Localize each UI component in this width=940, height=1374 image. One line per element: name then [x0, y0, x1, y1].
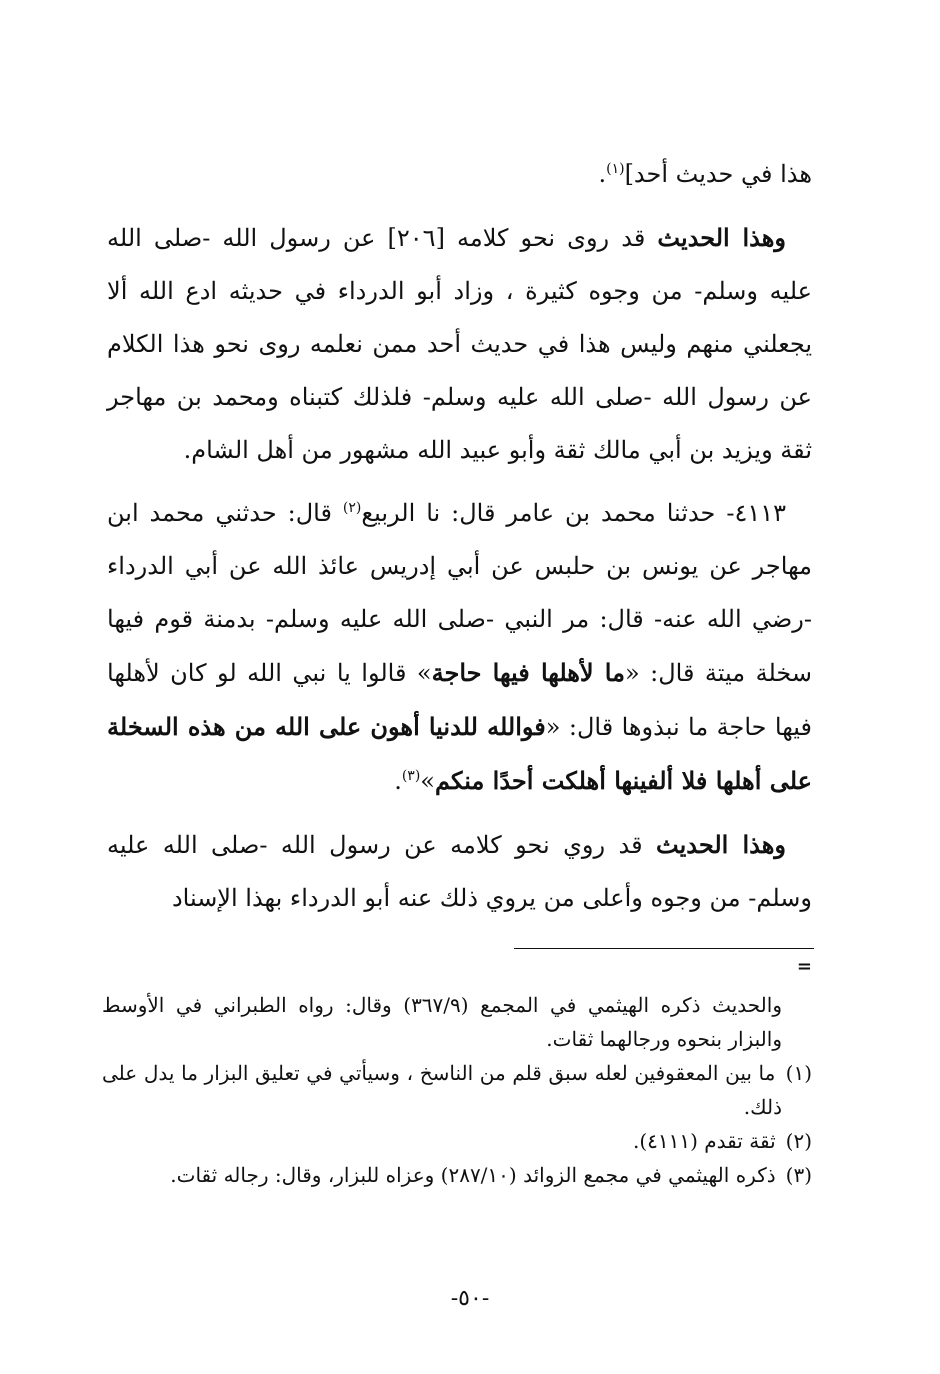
hadith-quote-2: فوالله للدنيا أهون على الله من هذه السخلة على أهلها فلا ألفينها أهلكت أحدًا منكم [107, 712, 812, 795]
footnote-3-number: (٣) [785, 1163, 812, 1187]
footnote-ref-1: (١) [606, 161, 625, 177]
footnote-2-number: (٢) [785, 1129, 812, 1153]
footnote-1 [102, 1056, 812, 1124]
footnote-1-number: (١) [785, 1061, 812, 1085]
paragraph-1-text: هذا في حديث أحد] [624, 160, 812, 188]
footnote-3-text: ذكره الهيثمي في مجمع الزوائد (٢٨٧/١٠) وعزاه للبزار، وقال: رجاله ثقات. [170, 1163, 776, 1187]
footnotes [102, 988, 812, 1192]
hadith-number-chain: ٤١١٣- حدثنا محمد بن عامر قال: نا الربيع [361, 499, 786, 527]
footnote-separator [514, 948, 814, 949]
footnote-ref-2: (٢) [342, 500, 362, 516]
paragraph-3 [107, 487, 812, 808]
footnote-2 [102, 1124, 812, 1158]
footnote-2-text: ثقة تقدم (٤١١١). [633, 1129, 776, 1153]
footnote-continuation: والحديث ذكره الهيثمي في المجمع (٣٦٧/٩) وقال: رواه الطبراني في الأوسط والبزار بنحوه ورجالهما ثقات. [102, 993, 782, 1051]
paragraph-3-end: . [394, 767, 402, 795]
paragraph-4 [107, 818, 812, 925]
paragraph-4-text: قد روي نحو كلامه عن رسول الله -صلى الله عليه وسلم- من وجوه وأعلى من يروي ذلك عنه أبو الدرداء بهذا الإسناد [107, 831, 812, 912]
footnote-3 [102, 1158, 812, 1192]
continuation-mark: = [796, 956, 812, 977]
footnote-1-text: ما بين المعقوفين لعله سبق قلم من الناسخ ، وسيأتي في تعليق البزار ما يدل على ذلك. [102, 1061, 782, 1119]
paragraph-2 [107, 211, 812, 477]
hadith-quote-1: ما لأهلها فيها حاجة [431, 658, 625, 687]
paragraph-2-text: قد روى نحو كلامه [٢٠٦] عن رسول الله -صلى الله عليه وسلم- من وجوه كثيرة ، وزاد أبو الدرداء في حديثه ادع الله ألا يجعلني منهم وليس هذا في حديث أحد ممن نعلمه روى نحو هذا الكلام عن رسول الله -صلى الله عليه وسلم- فلذلك كتبناه ومحمد بن مهاجر ثقة ويزيد بن أبي مالك ثقة وأبو عبيد الله مشهور من أهل الشام. [107, 224, 812, 464]
paragraph-2-lead: وهذا الحديث [657, 223, 787, 252]
main-text [107, 148, 812, 935]
paragraph-1-end: . [598, 160, 607, 188]
hadith-narrative: » قالوا يا نبي الله لو كان لأهلها فيها حاجة ما نبذوها قال: « [107, 659, 812, 741]
page-number: -٥٠- [450, 1286, 490, 1311]
quote-close: » [420, 767, 435, 795]
paragraph-4-lead: وهذا الحديث [656, 830, 786, 859]
paragraph-1 [107, 148, 812, 201]
footnote-ref-3: (٣) [401, 768, 421, 784]
hadith-chain-text: قال: حدثني محمد ابن مهاجر عن يونس بن حلبس عن أبي إدريس عائذ الله عن أبي الدرداء -رضي الله عنه- قال: مر النبي -صلى الله عليه وسلم- بدمنة قوم فيها سخلة ميتة قال: « [107, 499, 813, 687]
